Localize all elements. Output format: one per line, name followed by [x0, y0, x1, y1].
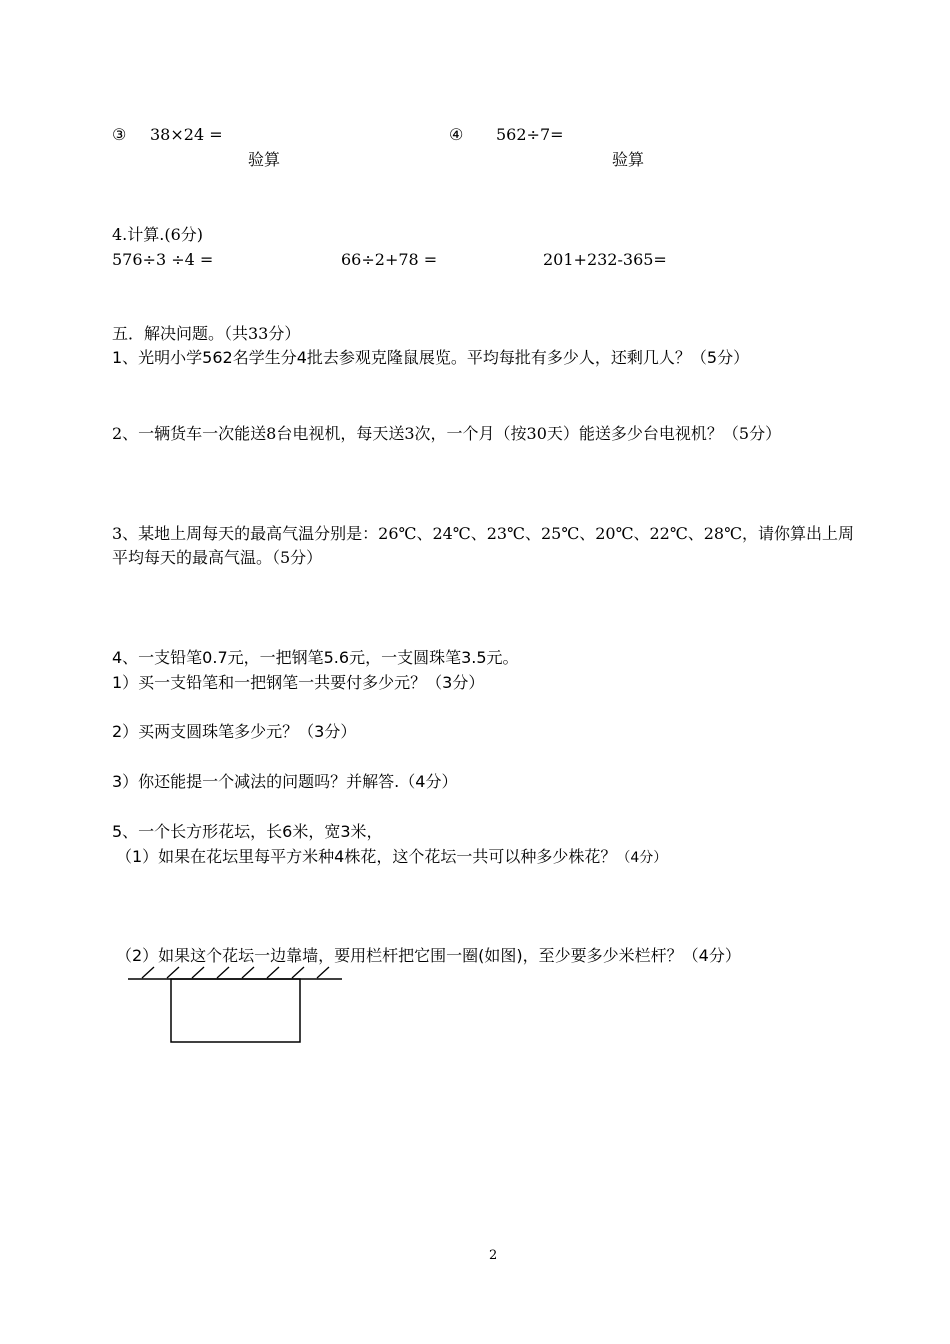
- question-5-sub-1-points: （4分）: [616, 850, 668, 866]
- flowerbed-rectangle: [171, 979, 300, 1042]
- item4-check-label: 验算: [612, 150, 645, 169]
- question-5-intro: 5、一个长方形花坛，长6米，宽3米，: [112, 822, 383, 841]
- section5-heading: 五．解决问题。（共33分）: [112, 324, 301, 343]
- section4-heading: 4.计算.(6分): [112, 225, 204, 244]
- question-4-sub-3: 3）你还能提一个减法的问题吗？并解答.（4分）: [112, 772, 458, 791]
- wall-hatching: [142, 967, 329, 978]
- item3-expression: 38×24 =: [150, 125, 223, 144]
- section4-expr-3: 201+232-365=: [543, 250, 667, 269]
- flowerbed-wall-figure: [120, 962, 350, 1047]
- question-4-intro: 4、一支铅笔0.7元，一把钢笔5.6元，一支圆珠笔3.5元。: [112, 648, 519, 667]
- section4-expr-2: 66÷2+78 =: [341, 250, 438, 269]
- question-3-line-2: 平均每天的最高气温。（5分）: [112, 548, 323, 567]
- question-5-sub-1-text: （1）如果在花坛里每平方米种4株花，这个花坛一共可以种多少株花？: [116, 847, 617, 866]
- question-4-sub-1: 1）买一支铅笔和一把钢笔一共要付多少元？（3分）: [112, 673, 485, 692]
- item4-marker: ④: [449, 125, 464, 144]
- question-5-sub-2: （2）如果这个花坛一边靠墙，要用栏杆把它围一圈(如图)，至少要多少米栏杆？（4分）: [116, 946, 741, 965]
- section4-expr-1: 576÷3 ÷4 =: [112, 250, 214, 269]
- item4-expression: 562÷7=: [496, 125, 564, 144]
- question-5-sub-1: [116, 847, 667, 868]
- item3-marker: ③: [112, 125, 127, 144]
- page-number: 2: [489, 1248, 498, 1263]
- question-4-sub-2: 2）买两支圆珠笔多少元？（3分）: [112, 722, 357, 741]
- question-2: 2、一辆货车一次能送8台电视机，每天送3次，一个月（按30天）能送多少台电视机？（5分）: [112, 424, 782, 443]
- question-1: 1、光明小学562名学生分4批去参观克隆鼠展览。平均每批有多少人，还剩几人？（5分）: [112, 348, 750, 367]
- item3-check-label: 验算: [248, 150, 281, 169]
- question-3-line-1: 3、某地上周每天的最高气温分别是：26℃、24℃、23℃、25℃、20℃、22℃、28℃，请你算出上周: [112, 524, 854, 543]
